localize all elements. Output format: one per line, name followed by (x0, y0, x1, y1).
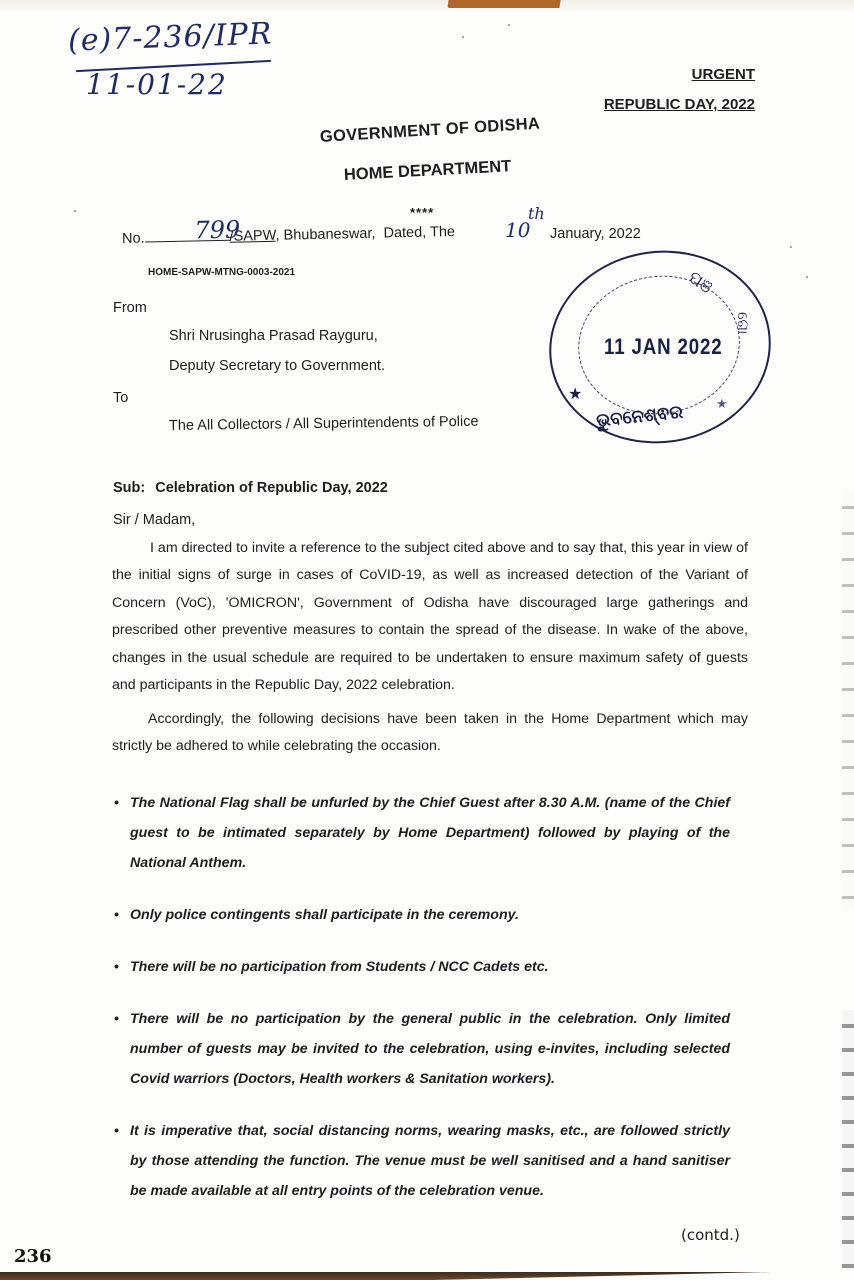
occasion-label: REPUBLIC DAY, 2022 (603, 96, 755, 113)
scan-speck (806, 276, 808, 278)
margin-bleedthrough-text (842, 490, 854, 910)
decision-item: • It is imperative that, social distancing norms, wearing masks, etc., are followed strictly by those attending the function. The venue must be well sanitised and a hand sanitiser be made available at all entry points of the celebration venue. (112, 1116, 730, 1206)
number-label: No. (121, 230, 145, 247)
stamp-odia-text-bottom: ଭୁବନେଶ୍ଵର (595, 401, 684, 431)
stamp-star-icon: ★ (568, 386, 583, 403)
letter-reference-line (121, 215, 456, 247)
to-label: To (113, 390, 129, 406)
section-code: /SAPW (229, 227, 276, 245)
handwritten-page-number: 236 (14, 1246, 52, 1267)
decisions-list (112, 788, 730, 1206)
heading-separator: **** (410, 205, 435, 220)
desk-edge-top (447, 0, 560, 8)
decision-item: • There will be no participation from Students / NCC Cadets etc. (112, 952, 730, 982)
scan-speck (462, 36, 464, 38)
letter-number-blank (144, 215, 241, 245)
stamp-star-icon: ★ (716, 396, 728, 411)
file-number: HOME-SAPW-MTNG-0003-2021 (148, 267, 296, 278)
handwritten-letter-number: 799 (194, 215, 241, 245)
decision-item: • Only police contingents shall participate in the ceremony. (112, 900, 730, 930)
decision-item: • The National Flag shall be unfurled by the Chief Guest after 8.30 A.M. (name of the Chief guest to be intimated separately by Home Department) followed by playing of the National Anthem. (112, 788, 730, 878)
place: , Bhubaneswar, (275, 225, 376, 244)
subject-text: Celebration of Republic Day, 2022 (155, 480, 388, 496)
sender-designation: Deputy Secretary to Government. (169, 358, 385, 374)
subject-label: Sub: (113, 480, 146, 496)
month-year: January, 2022 (550, 226, 641, 242)
body-paragraph-2: Accordingly, the following decisions have been taken in the Home Department which may strictly be adhered to while celebrating the occasion. (112, 711, 748, 755)
urgent-label: URGENT (691, 66, 755, 83)
scan-speck (74, 210, 76, 212)
stamp-odia-text-side: ଗୋ (734, 312, 751, 335)
dated-label: Dated, The (383, 224, 456, 242)
margin-bleedthrough-text (842, 1010, 854, 1275)
sender-name: Shri Nrusingha Prasad Rayguru, (169, 328, 378, 344)
handwritten-day-suffix: th (528, 204, 545, 223)
handwritten-reference: (e)7-236/IPR (67, 16, 273, 59)
scan-top-shadow (0, 0, 854, 14)
subject-line (113, 480, 388, 496)
stamp-date: 11 JAN 2022 (604, 334, 723, 359)
handwritten-day: 10 (505, 218, 531, 242)
continued-marker: (contd.) (681, 1226, 740, 1244)
from-label: From (113, 300, 147, 316)
body-paragraph-1: I am directed to invite a reference to the subject cited above and to say that, this year in view of the initial signs of surge in cases of CoVID-19, as well as increased detection of the Variant of Concern (VoC), 'OMICRON', Government of Odisha have discouraged large gatherings and prescribed other preventive measures to contain the spread of the disease. In wake of the above, changes in the usual schedule are required to be undertaken to ensure maximum safety of guests and participants in the Republic Day, 2022 celebration. (112, 540, 748, 694)
stamp-odia-text-top: ପଞ (684, 266, 717, 298)
decision-item: • There will be no participation by the general public in the celebration. Only limited number of guests may be invited to the celebration, using e-invites, including selected Covid warriors (Doctors, Health workers & Sanitation workers). (112, 1004, 730, 1094)
department-heading: HOME DEPARTMENT (343, 157, 512, 184)
salutation: Sir / Madam, (113, 512, 196, 528)
scan-speck (790, 246, 792, 248)
scan-speck (508, 24, 510, 26)
handwritten-received-date: 11-01-22 (86, 68, 228, 101)
recipient: The All Collectors / All Superintendents of Police (168, 413, 479, 434)
government-heading: GOVERNMENT OF ODISHA (319, 114, 541, 146)
